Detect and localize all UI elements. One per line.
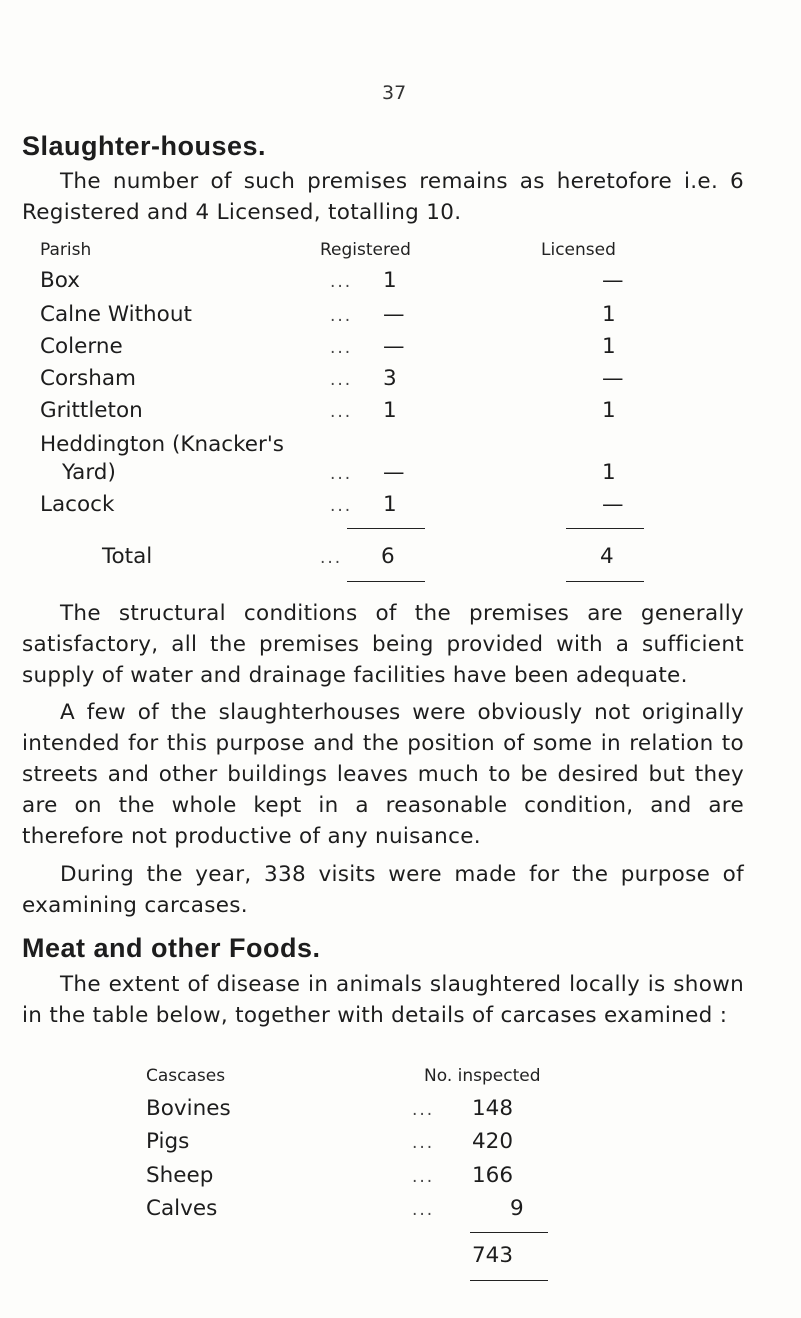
registered-value: — — [383, 302, 405, 327]
licensed-value: — — [602, 268, 624, 293]
col-header-registered: Registered — [320, 240, 411, 260]
leader-dots: ... — [330, 464, 353, 484]
parish-name: Lacock — [40, 492, 115, 517]
parish-name: Heddington (Knacker's — [40, 432, 284, 457]
leader-dots: ... — [330, 370, 353, 390]
total-rule-bottom-licensed — [566, 581, 644, 582]
slaughterhouses-intro — [22, 166, 744, 228]
col-header-parish: Parish — [40, 240, 92, 260]
carcase-kind: Bovines — [146, 1096, 231, 1121]
licensed-value: — — [602, 366, 624, 391]
paragraph-structural-conditions — [22, 598, 744, 691]
licensed-value: 1 — [602, 334, 616, 359]
inspected-count: 166 — [472, 1163, 514, 1188]
col-header-licensed: Licensed — [541, 240, 616, 260]
leader-dots: ... — [412, 1133, 435, 1153]
leader-dots: ... — [412, 1167, 435, 1187]
paragraph-text: During the year, 338 visits were made for the purpose of examining carcases. — [22, 862, 744, 918]
leader-dots: ... — [330, 338, 353, 358]
inspected-total: 743 — [472, 1243, 514, 1268]
parish-name: Colerne — [40, 334, 123, 359]
leader-dots: ... — [330, 272, 353, 292]
carcase-kind: Calves — [146, 1196, 218, 1221]
registered-value: — — [383, 334, 405, 359]
licensed-value: 1 — [602, 460, 616, 485]
licensed-value: — — [602, 492, 624, 517]
licensed-value: 1 — [602, 398, 616, 423]
paragraph-slaughterhouse-origin — [22, 697, 744, 852]
total-rule-top — [470, 1232, 548, 1233]
leader-dots: ... — [412, 1200, 435, 1220]
parish-name: Corsham — [40, 366, 136, 391]
parish-name: Box — [40, 268, 80, 293]
registered-value: 1 — [383, 492, 397, 517]
total-rule-bottom-registered — [347, 581, 425, 582]
leader-dots: ... — [412, 1100, 435, 1120]
inspected-count: 9 — [510, 1196, 524, 1221]
col-header-carcases: Cascases — [146, 1066, 226, 1086]
leader-dots: ... — [330, 402, 353, 422]
paragraph-text: A few of the slaughterhouses were obviously not originally intended for this purpose and the position of some in relation to streets and other buildings leaves much to be desired but they are on the whole kept in a reasonable condition, and are therefore not productive of any nuisance. — [22, 700, 744, 849]
section-heading-meat-foods: Meat and other Foods. — [22, 933, 321, 963]
meat-foods-intro — [22, 969, 744, 1031]
parish-name-continued: Yard) — [62, 460, 116, 485]
page-number: 37 — [382, 82, 407, 104]
total-rule-top-registered — [347, 528, 425, 529]
col-header-inspected: No. inspected — [424, 1066, 541, 1086]
leader-dots: ... — [320, 548, 343, 568]
carcase-kind: Pigs — [146, 1129, 190, 1154]
parish-name: Calne Without — [40, 302, 192, 327]
total-label: Total — [102, 544, 153, 569]
total-rule-bottom — [470, 1280, 548, 1281]
leader-dots: ... — [330, 496, 353, 516]
total-rule-top-licensed — [566, 528, 644, 529]
registered-value: — — [383, 460, 405, 485]
registered-value: 1 — [383, 268, 397, 293]
intro-text: The extent of disease in animals slaughtered locally is shown in the table below, together with details of carcases examined : — [22, 972, 744, 1028]
total-registered: 6 — [381, 544, 395, 569]
total-licensed: 4 — [600, 544, 614, 569]
paragraph-text: The structural conditions of the premises are generally satisfactory, all the premises being provided with a sufficient supply of water and drainage facilities have been adequate. — [22, 601, 744, 688]
section-heading-slaughterhouses: Slaughter-houses. — [22, 131, 267, 161]
intro-text: The number of such premises remains as heretofore i.e. 6 Registered and 4 Licensed, totalling 10. — [22, 169, 744, 225]
licensed-value: 1 — [602, 302, 616, 327]
registered-value: 3 — [383, 366, 397, 391]
parish-name: Grittleton — [40, 398, 143, 423]
registered-value: 1 — [383, 398, 397, 423]
inspected-count: 420 — [472, 1129, 514, 1154]
inspected-count: 148 — [472, 1096, 514, 1121]
carcase-kind: Sheep — [146, 1163, 214, 1188]
leader-dots: ... — [330, 306, 353, 326]
paragraph-visits — [22, 859, 744, 921]
